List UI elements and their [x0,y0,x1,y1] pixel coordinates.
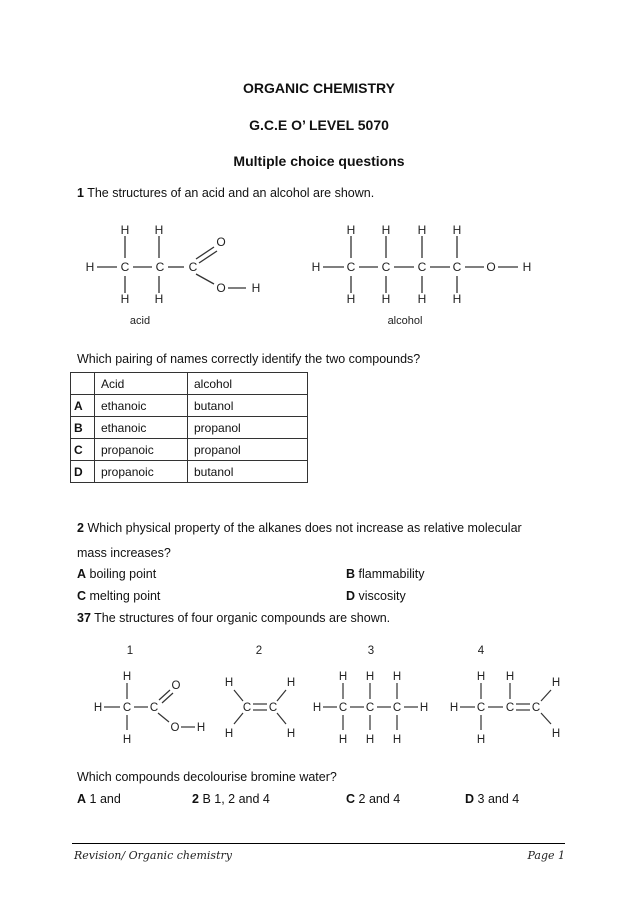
question-1-text: The structures of an acid and an alcohol are shown. [87,186,375,200]
compound-1-atom-o: O [171,680,181,692]
page-number: Page 1 [527,849,565,862]
question-2-option-d [346,589,406,603]
table-row [71,439,308,461]
table-row [71,417,308,439]
option-key: D [71,461,95,483]
compound-2-atom-h: H [286,677,296,689]
table-cell: propanoic [95,439,188,461]
footer-divider [72,843,565,844]
option-key: 2 [192,792,199,806]
alcohol-atom-h: H [381,292,391,306]
acid-atom-h: H [154,292,164,306]
alcohol-atom-h: H [381,223,391,237]
alcohol-atom-h: H [522,260,532,274]
question-1-structures [0,215,638,330]
compound-2-atom-c: C [268,702,278,714]
table-cell: propanol [188,417,308,439]
compound-4-atom-h: H [476,671,486,683]
question-37-option-b [192,792,270,806]
compound-3-atom-h: H [365,734,375,746]
option-key: A [77,567,87,581]
acid-atom-h: H [85,260,95,274]
compound-1-atom-c: C [149,702,159,714]
acid-atom-c: C [155,260,165,274]
table-cell: butanol [188,461,308,483]
alcohol-atom-c: C [452,260,462,274]
table-row [71,395,308,417]
table-cell: butanol [188,395,308,417]
question-37-number: 37 [77,611,91,625]
compound-2-atom-h: H [224,677,234,689]
question-37-structures [0,640,638,750]
compound-2-atom-c: C [242,702,252,714]
compound-number: 4 [477,645,485,657]
question-1-prompt: Which pairing of names correctly identify the two compounds? [77,352,421,366]
compound-1-atom-c: C [122,702,132,714]
table-header-acid: Acid [95,373,188,395]
alcohol-atom-h: H [346,223,356,237]
compound-3-atom-h: H [392,671,402,683]
alcohol-atom-h: H [311,260,321,274]
page-title: ORGANIC CHEMISTRY [243,80,395,96]
alcohol-atom-h: H [346,292,356,306]
acid-atom-h: H [251,281,261,295]
compound-4-atom-h: H [476,734,486,746]
acid-atom-h: H [120,292,130,306]
option-text: B 1, 2 and 4 [202,792,270,806]
compound-4-atom-h: H [551,677,561,689]
compound-2-atom-h: H [286,728,296,740]
question-1-stem [77,186,374,200]
exam-code: G.C.E O’ LEVEL 5070 [249,117,389,133]
option-key: C [77,589,87,603]
option-key: A [77,792,87,806]
compound-4-atom-h: H [551,728,561,740]
option-text: 1 and [89,792,121,806]
question-37-option-a [77,792,121,806]
option-text: boiling point [89,567,157,581]
compound-1-atom-o: O [170,722,180,734]
question-37-text: The structures of four organic compounds are shown. [94,611,391,625]
question-2-option-b [346,567,425,581]
table-header-alcohol: alcohol [188,373,308,395]
option-key: C [346,792,356,806]
alcohol-atom-c: C [381,260,391,274]
question-37-option-c [346,792,400,806]
compound-3-atom-c: C [365,702,375,714]
acid-atom-h: H [154,223,164,237]
table-header-row [71,373,308,395]
alcohol-atom-h: H [452,223,462,237]
option-key: A [71,395,95,417]
question-2-option-a [77,567,156,581]
compound-3-atom-c: C [338,702,348,714]
option-key: C [71,439,95,461]
alcohol-atom-c: C [346,260,356,274]
question-37-option-d [465,792,519,806]
alcohol-atom-o: O [486,260,496,274]
compound-3-atom-c: C [392,702,402,714]
option-key: D [346,589,356,603]
question-37-stem [77,611,390,625]
option-text: 3 and 4 [477,792,520,806]
question-37-prompt: Which compounds decolourise bromine water? [77,770,337,784]
compound-1-atom-h: H [122,734,132,746]
compound-2-bonds [234,690,286,724]
acid-label: acid [129,315,151,327]
option-key: B [346,567,356,581]
answer-table [70,372,308,483]
compound-3-atom-h: H [365,671,375,683]
table-cell [71,373,95,395]
acid-atom-o: O [216,281,226,295]
question-2-number: 2 [77,521,84,535]
table-row [71,461,308,483]
question-2-option-c [77,589,160,603]
question-2-text: Which physical property of the alkanes does not increase as relative molecular [87,521,522,535]
compound-3-atom-h: H [338,671,348,683]
question-2-stem [77,521,522,535]
compound-1-atom-h: H [122,671,132,683]
compound-4-atom-c: C [531,702,541,714]
option-key: D [465,792,475,806]
compound-4-atom-h: H [505,671,515,683]
compound-number: 3 [367,645,375,657]
option-key: B [71,417,95,439]
section-heading: Multiple choice questions [233,153,405,169]
acid-atom-c: C [120,260,130,274]
acid-atom-c: C [188,260,198,274]
compound-1-atom-h: H [93,702,103,714]
question-1-number: 1 [77,186,84,200]
alcohol-atom-h: H [417,292,427,306]
compound-4-atom-h: H [449,702,459,714]
option-text: flammability [358,567,425,581]
acid-atom-o: O [216,235,226,249]
alcohol-label: alcohol [387,315,423,327]
option-text: viscosity [358,589,406,603]
option-text: melting point [89,589,161,603]
compound-1-atom-h: H [196,722,206,734]
alcohol-atom-h: H [452,292,462,306]
compound-3-atom-h: H [392,734,402,746]
option-text: 2 and 4 [358,792,401,806]
compound-3-atom-h: H [312,702,322,714]
question-2-text-cont: mass increases? [77,546,171,560]
alcohol-atom-h: H [417,223,427,237]
acid-atom-h: H [120,223,130,237]
compound-number: 2 [255,645,263,657]
alcohol-atom-c: C [417,260,427,274]
compound-4-atom-c: C [476,702,486,714]
compound-3-atom-h: H [338,734,348,746]
compound-4-atom-c: C [505,702,515,714]
table-cell: propanol [188,439,308,461]
table-cell: ethanoic [95,417,188,439]
compound-3-atom-h: H [419,702,429,714]
compound-2-atom-h: H [224,728,234,740]
compound-number: 1 [126,645,134,657]
table-cell: propanoic [95,461,188,483]
footer-title: Revision/ Organic chemistry [74,849,232,862]
table-cell: ethanoic [95,395,188,417]
